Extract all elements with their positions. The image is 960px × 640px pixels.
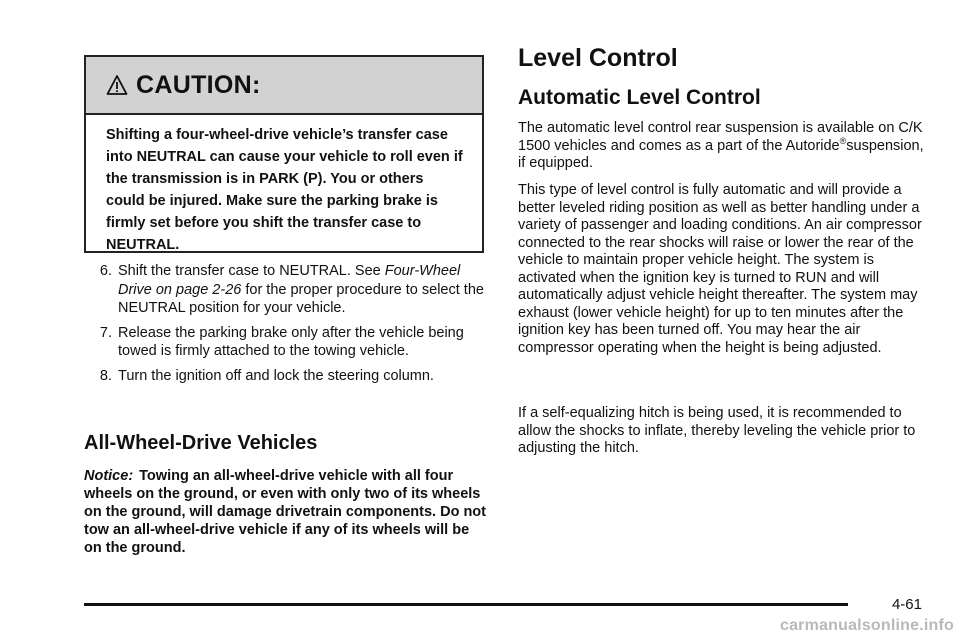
awd-heading: All-Wheel-Drive Vehicles <box>84 432 318 454</box>
step-text: Release the parking brake only after the vehicle being towed is firmly attached to the towing vehicle. <box>118 324 464 359</box>
step-text-part: for the proper procedure to select the NEUTRAL position for your vehicle. <box>118 281 484 316</box>
watermark: carmanualsonline.info <box>779 617 954 634</box>
level-control-heading: Level Control <box>518 44 678 72</box>
list-item <box>84 367 484 386</box>
level-paragraph-2: This type of level control is fully automatic and will provide a better leveled riding position as well as better handling under a variety of passenger and loading conditions. An air compressor connected to the rear shocks will raise or lower the rear of the vehicle to maintain proper vehicle height. The system is activated when the ignition key is turned to RUN and will automatically adjust vehicle height thereafter. The system may exhaust (lower vehicle height) for up to ten minutes after the ignition key has been turned off. You may hear the air compressor operating when the height is being adjusted. <box>518 182 922 356</box>
list-item <box>84 262 484 318</box>
level-paragraph-1 <box>518 120 928 173</box>
step-number: 8. <box>99 367 112 384</box>
caution-text: Shifting a four-wheel-drive vehicle’s transfer case into NEUTRAL can cause your vehicle to roll even if the transmission is in PARK (P). You or others could be injured. Make sure the parking brake is firmly set before you shift the transfer case to NEUTRAL. <box>106 127 463 253</box>
automatic-level-control-heading: Automatic Level Control <box>518 86 761 109</box>
page-reference: Four-Wheel Drive on page 2-26 <box>118 263 461 298</box>
footer-rule <box>84 603 848 606</box>
step-number: 6. <box>99 263 112 279</box>
registered-mark: ® <box>839 135 847 146</box>
paragraph-text: The automatic level control rear suspension is available on C/K 1500 vehicles and comes as a part of the Autoride <box>518 120 923 154</box>
caution-header <box>86 57 482 115</box>
towing-steps-list <box>84 262 484 391</box>
caution-triangle-icon <box>106 74 128 96</box>
awd-notice <box>84 467 488 557</box>
step-text <box>118 262 484 318</box>
paragraph-text: suspension, if equipped. <box>518 137 924 171</box>
notice-label: Notice: <box>84 468 134 484</box>
level-paragraph-3: If a self-equalizing hitch is being used, it is recommended to allow the shocks to inflate, thereby leveling the vehicle prior to adjusting the hitch. <box>518 405 916 456</box>
notice-text: Towing an all-wheel-drive vehicle with all four wheels on the ground, or even with only two of its wheels on the ground, will damage drivetrain components. Do not tow an all-wheel-drive vehicle if any of its wheels will be on the ground. <box>84 468 486 556</box>
caution-title: CAUTION: <box>136 70 261 99</box>
step-text-part: Shift the transfer case to NEUTRAL. See <box>118 263 385 279</box>
step-text: Turn the ignition off and lock the steering column. <box>118 367 434 384</box>
list-item <box>84 324 484 361</box>
caution-box <box>84 55 484 253</box>
step-number: 7. <box>99 324 112 341</box>
page-number: 4-61 <box>891 596 922 613</box>
